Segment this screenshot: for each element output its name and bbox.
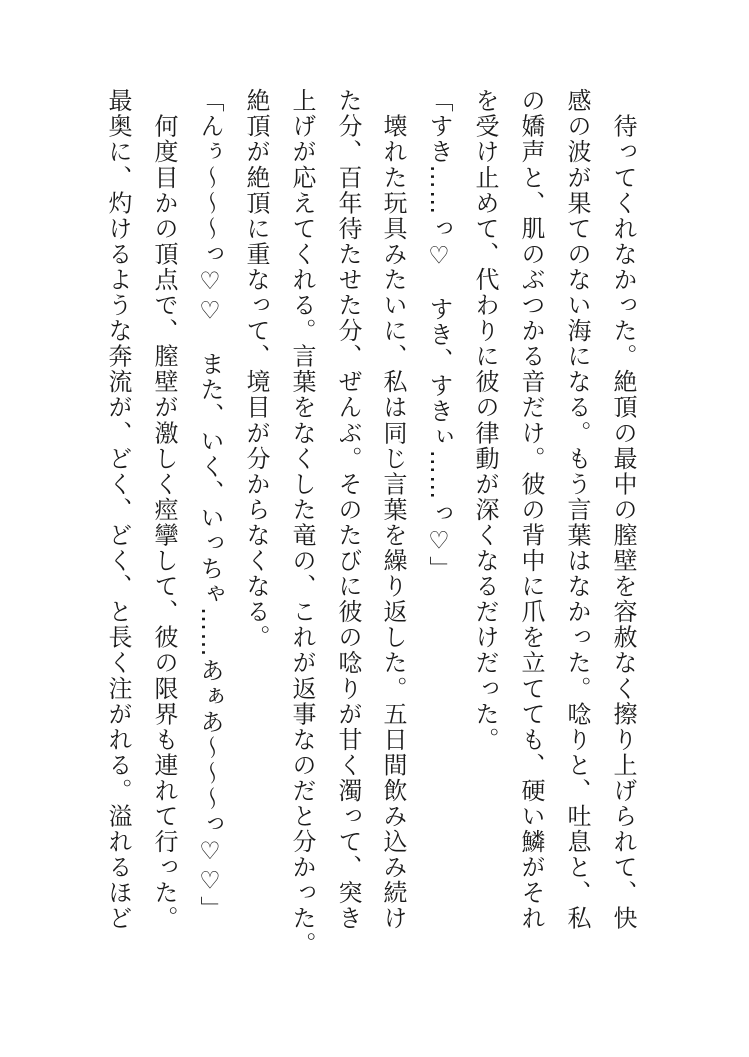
- text-line-8: 上げが応えてくれる。言葉をなくした竜の、これが返事なのだと分かった。: [288, 88, 316, 957]
- dialogue-line-1: 「すき……っ♡ すき、すきぃ……っ♡」: [425, 88, 453, 582]
- text-line-9: 絶頂が絶頂に重なって、境目が分からなくなる。: [242, 88, 270, 651]
- text-line-7: た分、百年待たせた分、ぜんぶ。そのたびに彼の唸りが甘く濁って、突き: [334, 88, 362, 932]
- text-line-2: 感の波が果てのない海になる。もう言葉はなかった。唸りと、吐息と、私: [563, 88, 591, 932]
- text-line-3: の嬌声と、肌のぶつかる音だけ。彼の背中に爪を立てても、硬い鱗がそれ: [517, 88, 545, 932]
- text-line-4: を受け止めて、代わりに彼の律動が深くなるだけだった。: [471, 88, 499, 753]
- text-line-11: 何度目かの頂点で、膣壁が激しく痙攣して、彼の限界も連れて行った。: [150, 88, 178, 932]
- text-line-6: 壊れた玩具みたいに、私は同じ言葉を繰り返した。五日間飲み込み続け: [379, 88, 407, 932]
- dialogue-line-2: 「んぅ〜〜〜っ♡♡ また、いく、いっちゃ……あぁあ〜〜〜っ♡♡」: [196, 88, 224, 922]
- text-line-12: 最奥に、灼けるような奔流が、どく、どく、と長く注がれる。溢れるほど: [104, 88, 132, 932]
- text-line-1: 待ってくれなかった。絶頂の最中の膣壁を容赦なく擦り上げられて、快: [609, 88, 637, 932]
